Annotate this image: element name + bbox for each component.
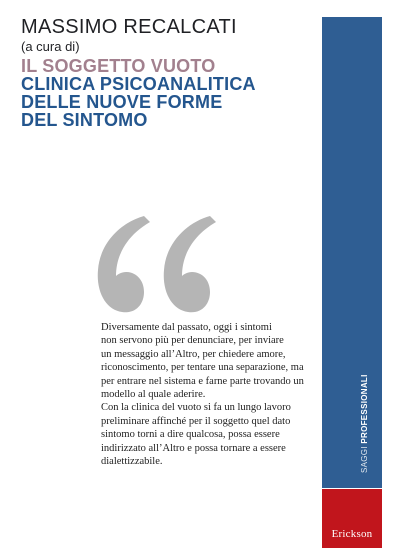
publisher-name: Erickson bbox=[331, 528, 373, 540]
back-cover-blurb bbox=[101, 321, 327, 468]
publisher-logo bbox=[322, 489, 382, 548]
title-line-1: IL SOGGETTO VUOTO bbox=[21, 56, 216, 76]
title-line-3: DELLE NUOVE FORME bbox=[21, 92, 223, 112]
series-name: PROFESSIONALI bbox=[360, 374, 369, 444]
blurb-line: per entrare nel sistema e farne parte trovando un bbox=[101, 375, 304, 387]
blurb-line: modello al quale aderire. bbox=[101, 389, 206, 401]
blurb-line: riconoscimento, per tentare una separazione, ma bbox=[101, 362, 304, 374]
blurb-line: sintomo torni a dire qualcosa, possa essere bbox=[101, 429, 280, 441]
blurb-line: dialettizzabile. bbox=[101, 456, 163, 468]
quotation-mark-icon bbox=[92, 212, 232, 322]
blurb-line: preliminare affinché per il soggetto quel dato bbox=[101, 415, 291, 427]
blurb-line: indirizzato all’Altro e possa tornare a essere bbox=[101, 442, 286, 454]
blurb-line: un messaggio all’Altro, per chiedere amore, bbox=[101, 348, 286, 360]
curator-note: (a cura di) bbox=[21, 39, 80, 54]
blurb-line: Con la clinica del vuoto si fa un lungo lavoro bbox=[101, 402, 291, 414]
author-name: MASSIMO RECALCATI bbox=[21, 16, 237, 38]
title-line-2: CLINICA PSICOANALITICA bbox=[21, 74, 256, 94]
blurb-line: non servono più per denunciare, per inviare bbox=[101, 335, 284, 347]
series-prefix: SAGGI bbox=[360, 446, 369, 473]
blurb-line: Diversamente dal passato, oggi i sintomi bbox=[101, 322, 272, 333]
series-band bbox=[322, 17, 382, 488]
series-label bbox=[360, 355, 372, 475]
title-line-4: DEL SINTOMO bbox=[21, 110, 148, 130]
